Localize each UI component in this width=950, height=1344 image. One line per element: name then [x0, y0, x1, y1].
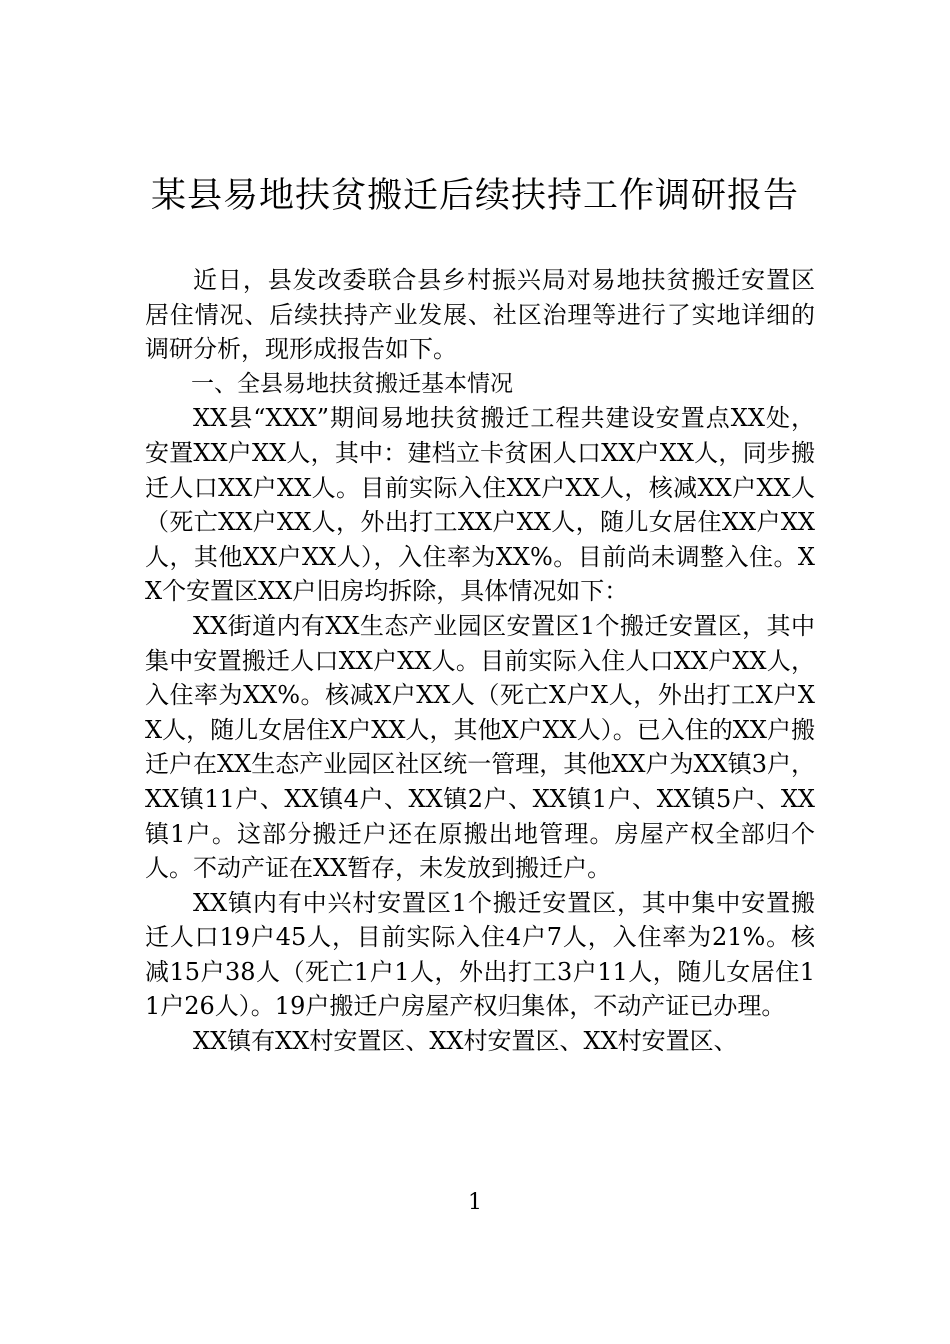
- section-heading-1: 一、全县易地扶贫搬迁基本情况: [191, 370, 513, 397]
- page-number: 1: [468, 1190, 482, 1215]
- street-paragraph: XX街道内有XX生态产业园区安置区1个搬迁安置区，其中集中安置搬迁人口XX户XX人。目前实际入住人口XX户XX人，入住率为XX%。核减X户XX人（死亡X户X人，外出打工X户XX人，随儿女居住X户XX人，其他X户XX人）。已入住的XX户搬迁户在XX生态产业园区社区统一管理，其他XX户为XX镇3户，XX镇11户、XX镇4户、XX镇2户、XX镇1户、XX镇5户、XX镇1户。这部分搬迁户还在原搬出地管理。房屋产权全部归个人。不动产证在XX暂存，未发放到搬迁户。: [145, 611, 815, 883]
- town-paragraph: XX镇内有中兴村安置区1个搬迁安置区，其中集中安置搬迁人口19户45人，目前实际入住4户7人，入住率为21%。核减15户38人（死亡1户1人，外出打工3户11人，随儿女居住11户26人）。19户搬迁户房屋产权归集体，不动产证已办理。: [145, 888, 815, 1021]
- intro-paragraph: 近日，县发改委联合县乡村振兴局对易地扶贫搬迁安置区居住情况、后续扶持产业发展、社区治理等进行了实地详细的调研分析，现形成报告如下。: [145, 266, 815, 364]
- overview-paragraph: XX县“XXX”期间易地扶贫搬迁工程共建设安置点XX处，安置XX户XX人，其中：建档立卡贫困人口XX户XX人，同步搬迁人口XX户XX人。目前实际入住XX户XX人，核减XX户XX人（死亡XX户XX人，外出打工XX户XX人，随儿女居住XX户XX人，其他XX户XX人），入住率为XX%。目前尚未调整入住。XX个安置区XX户旧房均拆除，具体情况如下：: [145, 404, 815, 606]
- document-body: [145, 263, 815, 1059]
- document-title: 某县易地扶贫搬迁后续扶持工作调研报告: [150, 176, 799, 216]
- continued-paragraph: XX镇有XX村安置区、XX村安置区、XX村安置区、: [193, 1027, 738, 1056]
